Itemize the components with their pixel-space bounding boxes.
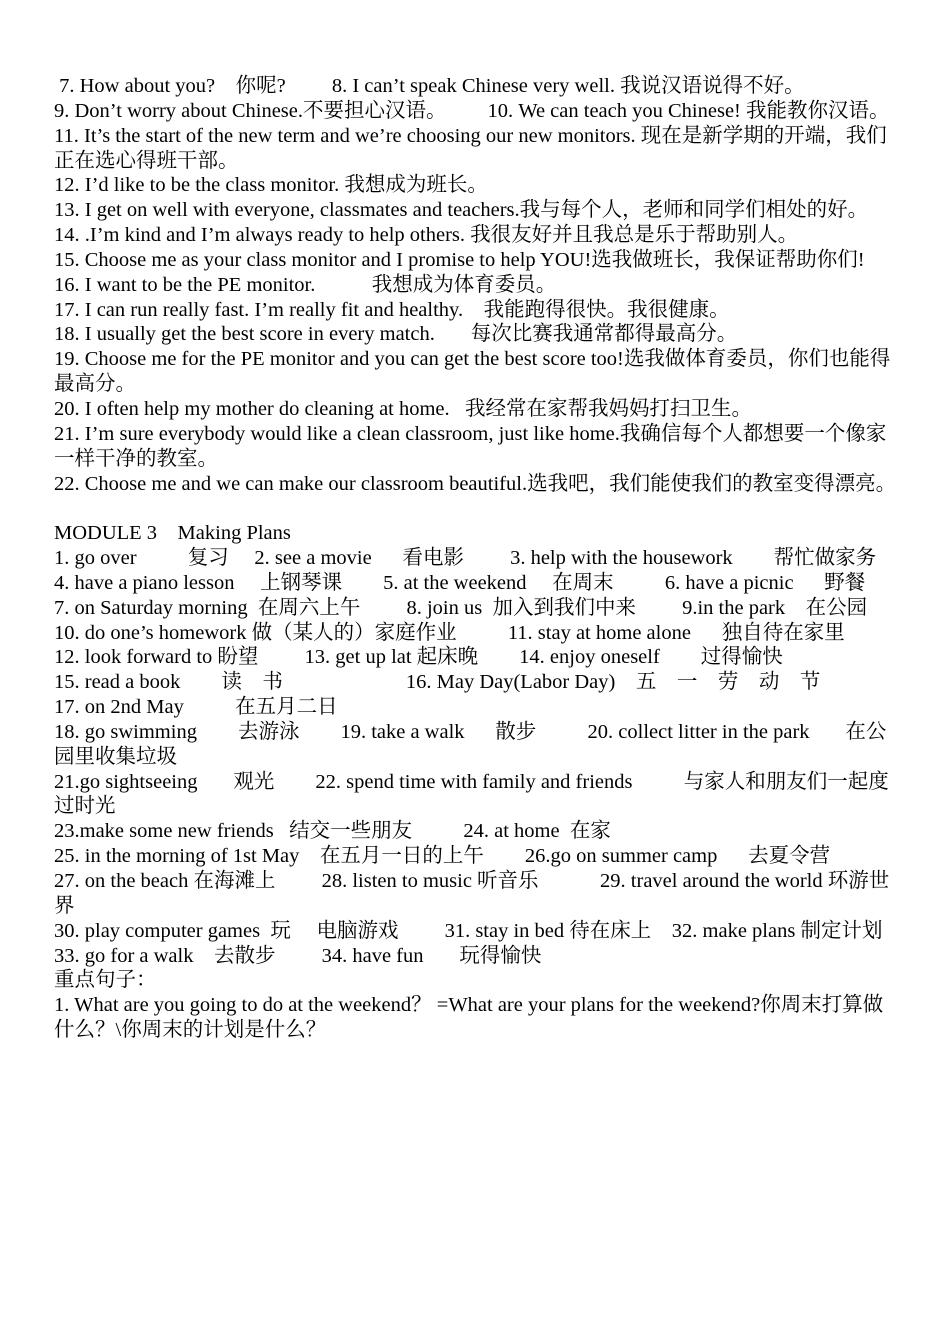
phrase-line-17: 17. on 2nd May 在五月二日 xyxy=(54,696,338,719)
sentence-line-11: 11. It’s the start of the new term and we’re choosing our new monitors. 现在是新学期的开端，我们正在选心得班干部。 xyxy=(54,124,887,172)
sentence-line-16: 16. I want to be the PE monitor. 我想成为体育委员。 xyxy=(54,273,557,296)
phrase-line-30-32: 30. play computer games 玩 电脑游戏 31. stay in bed 待在床上 32. make plans 制定计划 xyxy=(54,919,883,942)
sentence-line-20: 20. I often help my mother do cleaning at home. 我经常在家帮我妈妈打扫卫生。 xyxy=(54,397,753,420)
sentence-line-19: 19. Choose me for the PE monitor and you can get the best score too!选我做体育委员，你们也能得最高分。 xyxy=(54,348,891,396)
sentence-line-7-8: 7. How about you? 你呢? 8. I can’t speak Chinese very well. 我说汉语说得不好。 xyxy=(54,75,805,97)
sentence-line-22: 22. Choose me and we can make our classroom beautiful.选我吧，我们能使我们的教室变得漂亮。 xyxy=(54,472,897,495)
sentence-line-12: 12. I’d like to be the class monitor. 我想成为班长。 xyxy=(54,174,488,197)
phrase-line-4-6: 4. have a piano lesson 上钢琴课 5. at the weekend 在周末 6. have a picnic 野餐 xyxy=(54,571,866,594)
blank-line xyxy=(54,496,900,521)
phrase-line-12-14: 12. look forward to 盼望 13. get up lat 起床晚 14. enjoy oneself 过得愉快 xyxy=(54,646,783,669)
key-sentence-1: 1. What are you going to do at the weekend？ =What are your plans for the weekend?你周末打算做什么？\你周末的计划是什么？ xyxy=(54,994,884,1042)
sentence-line-18: 18. I usually get the best score in every match. 每次比赛我通常都得最高分。 xyxy=(54,323,738,346)
sentence-line-14: 14. .I’m kind and I’m always ready to help others. 我很友好并且我总是乐于帮助别人。 xyxy=(54,224,799,247)
module-heading: MODULE 3 Making Plans xyxy=(54,522,291,545)
phrase-line-25-26: 25. in the morning of 1st May 在五月一日的上午 26.go on summer camp 去夏令营 xyxy=(54,845,831,868)
phrase-line-18-20: 18. go swimming 去游泳 19. take a walk 散步 20. collect litter in the park 在公园里收集垃圾 xyxy=(54,720,887,768)
sentence-line-13: 13. I get on well with everyone, classmates and teachers.我与每个人，老师和同学们相处的好。 xyxy=(54,199,869,222)
phrase-line-21-22: 21.go sightseeing 观光 22. spend time with family and friends 与家人和朋友们一起度过时光 xyxy=(54,770,889,818)
phrase-line-27-29: 27. on the beach 在海滩上 28. listen to music 听音乐 29. travel around the world 环游世界 xyxy=(54,870,890,917)
sentence-line-9-10: 9. Don’t worry about Chinese.不要担心汉语。 10. We can teach you Chinese! 我能教你汉语。 xyxy=(54,99,890,122)
phrase-line-10-11: 10. do one’s homework 做（某人的）家庭作业 11. stay at home alone 独自待在家里 xyxy=(54,621,845,644)
key-sentences-heading: 重点句子： xyxy=(54,969,157,992)
sentence-line-15: 15. Choose me as your class monitor and I promise to help YOU!选我做班长，我保证帮助你们! xyxy=(54,248,865,271)
sentence-line-17: 17. I can run really fast. I’m really fit and healthy. 我能跑得很快。我很健康。 xyxy=(54,298,730,321)
phrase-line-33-34: 33. go for a walk 去散步 34. have fun 玩得愉快 xyxy=(54,944,542,967)
phrase-line-15-16: 15. read a book 读 书 16. May Day(Labor Day) 五 一 劳 动 节 xyxy=(54,671,821,694)
phrase-line-23-24: 23.make some new friends 结交一些朋友 24. at home 在家 xyxy=(54,820,611,843)
document-page xyxy=(54,74,900,1043)
phrase-line-1-3: 1. go over 复习 2. see a movie 看电影 3. help with the housework 帮忙做家务 xyxy=(54,547,877,570)
phrase-line-7-9: 7. on Saturday morning 在周六上午 8. join us 加入到我们中来 9.in the park 在公园 xyxy=(54,596,868,619)
sentence-line-21: 21. I’m sure everybody would like a clean classroom, just like home.我确信每个人都想要一个像家一样干净的教室。 xyxy=(54,422,887,470)
